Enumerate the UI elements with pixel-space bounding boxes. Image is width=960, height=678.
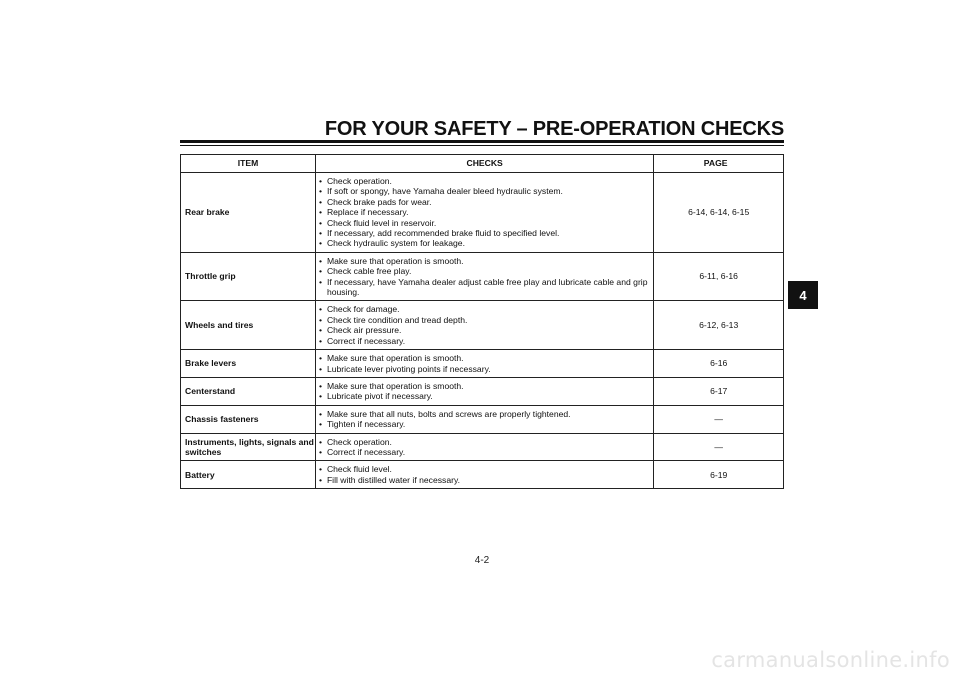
table-row (181, 461, 784, 489)
check-item: • Check fluid level. (318, 464, 649, 474)
check-item: • Tighten if necessary. (318, 419, 649, 429)
check-item: • Check tire condition and tread depth. (318, 315, 649, 325)
column-header-item: ITEM (181, 155, 316, 173)
page-ref-cell: 6-17 (654, 377, 784, 405)
title-rule-thin (180, 145, 784, 146)
check-item: • Check operation. (318, 437, 649, 447)
check-item: • Check air pressure. (318, 325, 649, 335)
item-cell: Wheels and tires (181, 301, 316, 350)
item-cell: Chassis fasteners (181, 405, 316, 433)
table-row (181, 252, 784, 301)
checks-cell (315, 461, 653, 489)
check-item: • Check for damage. (318, 304, 649, 314)
chapter-tab: 4 (788, 281, 818, 309)
check-item: • Replace if necessary. (318, 207, 649, 217)
table-row (181, 350, 784, 378)
table-header-row (181, 155, 784, 173)
checks-cell (315, 301, 653, 350)
checks-cell (315, 173, 653, 253)
check-item: • Check operation. (318, 176, 649, 186)
check-item: • Make sure that operation is smooth. (318, 381, 649, 391)
item-cell: Battery (181, 461, 316, 489)
title-rule-thick (180, 140, 784, 143)
check-item: • Check hydraulic system for leakage. (318, 238, 649, 248)
table-row (181, 301, 784, 350)
checks-cell (315, 350, 653, 378)
check-item: • Make sure that operation is smooth. (318, 353, 649, 363)
page-ref-cell: 6-19 (654, 461, 784, 489)
column-header-checks: CHECKS (315, 155, 653, 173)
check-item: • Check fluid level in reservoir. (318, 218, 649, 228)
check-item: • Check brake pads for wear. (318, 197, 649, 207)
item-cell: Throttle grip (181, 252, 316, 301)
item-cell: Instruments, lights, signals and switches (181, 433, 316, 461)
check-item: • Make sure that operation is smooth. (318, 256, 649, 266)
watermark: carmanualsonline.info (711, 648, 950, 672)
page-ref-cell: 6-11, 6-16 (654, 252, 784, 301)
table-row (181, 377, 784, 405)
page-ref-cell: — (654, 405, 784, 433)
check-item: • Lubricate pivot if necessary. (318, 391, 649, 401)
column-header-page: PAGE (654, 155, 784, 173)
item-cell: Centerstand (181, 377, 316, 405)
check-item: • Correct if necessary. (318, 336, 649, 346)
check-item: • If soft or spongy, have Yamaha dealer bleed hydraulic system. (318, 186, 649, 196)
checks-cell (315, 252, 653, 301)
page-ref-cell: 6-14, 6-14, 6-15 (654, 173, 784, 253)
check-item: • Fill with distilled water if necessary. (318, 475, 649, 485)
checks-cell (315, 433, 653, 461)
check-item: • If necessary, add recommended brake fluid to specified level. (318, 228, 649, 238)
page-title: FOR YOUR SAFETY – PRE-OPERATION CHECKS (324, 118, 784, 140)
page-ref-cell: 6-12, 6-13 (654, 301, 784, 350)
checks-cell (315, 377, 653, 405)
table-row (181, 173, 784, 253)
check-item: • Correct if necessary. (318, 447, 649, 457)
item-cell: Brake levers (181, 350, 316, 378)
item-cell: Rear brake (181, 173, 316, 253)
page-ref-cell: 6-16 (654, 350, 784, 378)
table-row (181, 405, 784, 433)
check-item: • Check cable free play. (318, 266, 649, 276)
checks-cell (315, 405, 653, 433)
pre-operation-checks-table (180, 154, 784, 489)
check-item: • Lubricate lever pivoting points if necessary. (318, 364, 649, 374)
check-item: • Make sure that all nuts, bolts and screws are properly tightened. (318, 409, 649, 419)
check-item: • If necessary, have Yamaha dealer adjust cable free play and lubricate cable and grip housing. (318, 277, 649, 298)
page-ref-cell: — (654, 433, 784, 461)
page-number: 4-2 (474, 555, 490, 566)
table-row (181, 433, 784, 461)
